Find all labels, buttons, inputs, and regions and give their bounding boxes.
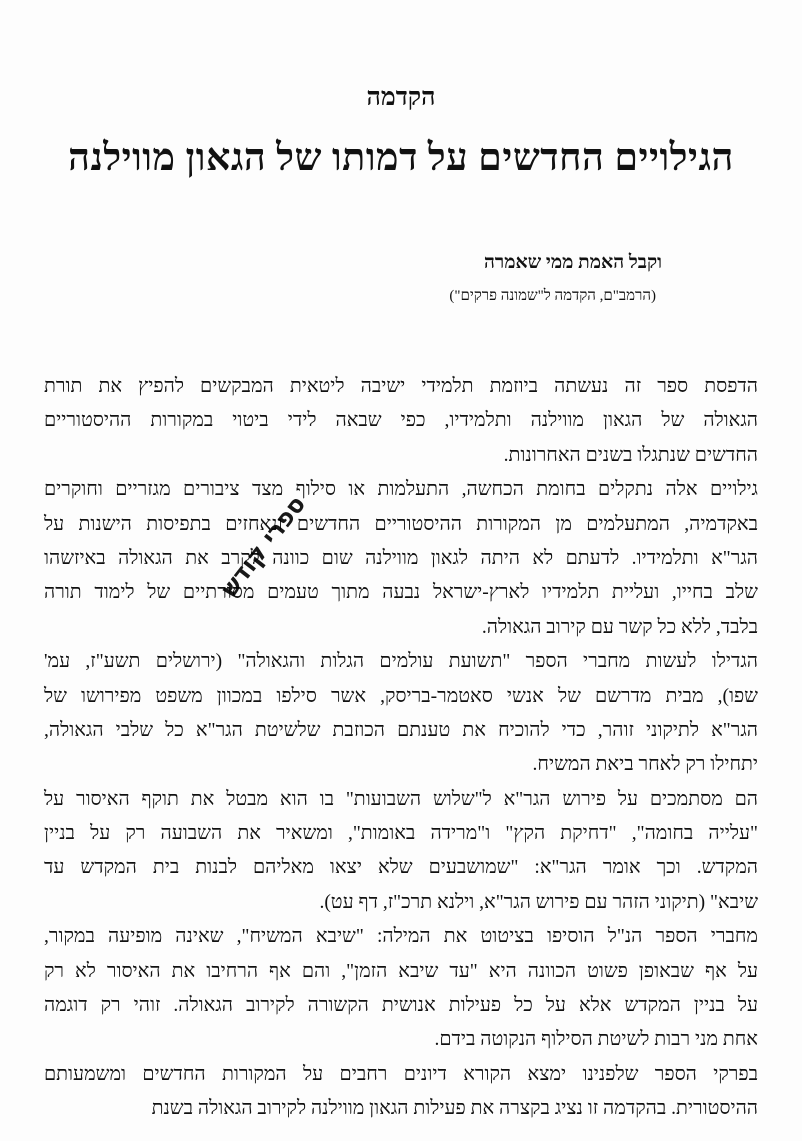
- paragraph-line: על אף שבאופן פשוט הכוונה היא "עד שיבא הזמן", והם אף הרחיבו את האיסור לא רק: [44, 960, 758, 982]
- paragraph-line: אחת מני רבות לשיטת הסילוף הנקוטה בידם.: [434, 1029, 758, 1051]
- paragraph-line: מחברי הספר הנ"ל הוסיפו בציטוט את המילה: "שיבא המשיח", שאינה מופיעה במקור,: [44, 926, 758, 948]
- paragraph-line: המקדש. וכך אומר הגר"א: "שמושבעים שלא יצאו מאליהם לבנות בית המקדש עד: [44, 857, 758, 879]
- paragraph-line: גילויים אלה נתקלים בחומת הכחשה, התעלמות או סילוף מצד ציבורים מגזריים וחוקרים: [44, 479, 758, 501]
- paragraph-line: הגאולה של הגאון מווילנה ותלמידיו, כפי שבאה לידי ביטוי במקורות ההיסטוריים: [44, 410, 758, 432]
- paragraph-line: על בניין המקדש אלא על כל פעילות אנושית הקשורה לקירוב הגאולה. זוהי רק דוגמה: [44, 995, 758, 1017]
- paragraph-line: החדשים שנתגלו בשנים האחרונות.: [503, 444, 758, 466]
- paragraph-line: שלב בחייו, ועליית תלמידיו לארץ-ישראל נבעה מתוך טעמים מסורתיים של לימוד תורה: [44, 582, 758, 604]
- paragraph-line: הם מסתמכים על פירוש הגר"א ל"שלוש השבועות" בו הוא מבטל את תוקף האיסור על: [44, 788, 758, 810]
- paragraph-line: הגר"א לתיקוני זוהר, כדי להוכיח את טענתם הכוזבת שלשיטת הגר"א כל שלבי הגאולה,: [44, 719, 758, 741]
- paragraph-line: בפרקי הספר שלפנינו ימצא הקורא דיונים רחבים על המקורות החדשים ומשמעותם: [44, 1063, 758, 1085]
- paragraph-line: שפו), מבית מדרשם של אנשי סאטמר-בריסק, אשר סילפו במכוון משפט מפירושו של: [44, 685, 758, 707]
- watermark-stamp: ספרי קודש: [215, 490, 312, 603]
- paragraph-line: יתחילו רק לאחר ביאת המשיח.: [532, 754, 758, 776]
- epigraph-quote: וקבל האמת ממי שאמרה: [484, 252, 662, 273]
- paragraph-line: הדפסת ספר זה נעשתה ביוזמת תלמידי ישיבה ליטאית המבקשים להפיץ את תורת: [44, 376, 758, 397]
- page-title: הגילויים החדשים על דמותו של הגאון מווילנה: [68, 137, 734, 179]
- paragraph-line: באקדמיה, המתעלמים מן המקורות ההיסטוריים החדשים ונאחזים בתפיסות הישנות על: [44, 513, 758, 535]
- paragraph-line: שיבא" (תיקוני הזהר עם פירוש הגר"א, וילנא תרכ"ז, דף עט).: [319, 891, 758, 913]
- epigraph-source: (הרמב"ם, הקדמה ל"שמונה פרקים"): [449, 288, 656, 304]
- paragraph-line: הגדילו לעשות מחברי הספר "תשועת עולמים הגלות והגאולה" (ירושלים תשע"ז, עמ': [44, 651, 758, 673]
- body-text: [44, 370, 758, 1127]
- paragraph-line: "עלייה בחומה", "דחיקת הקץ" ו"מרידה באומות", ומשאיר את השבועה רק על בניין: [44, 823, 758, 845]
- paragraph-line: הגר"א ותלמידיו. לדעתם לא היתה לגאון מווילנה שום כוונה לקרב את הגאולה באיזשהו: [44, 547, 758, 569]
- paragraph-line: בלבד, ללא כל קשר עם קירוב הגאולה.: [481, 616, 758, 638]
- paragraph-line: ההיסטורית. בהקדמה זו נציג בקצרה את פעילות הגאון מווילנה לקירוב הגאולה בשנת: [151, 1098, 758, 1120]
- section-label: הקדמה: [366, 84, 436, 111]
